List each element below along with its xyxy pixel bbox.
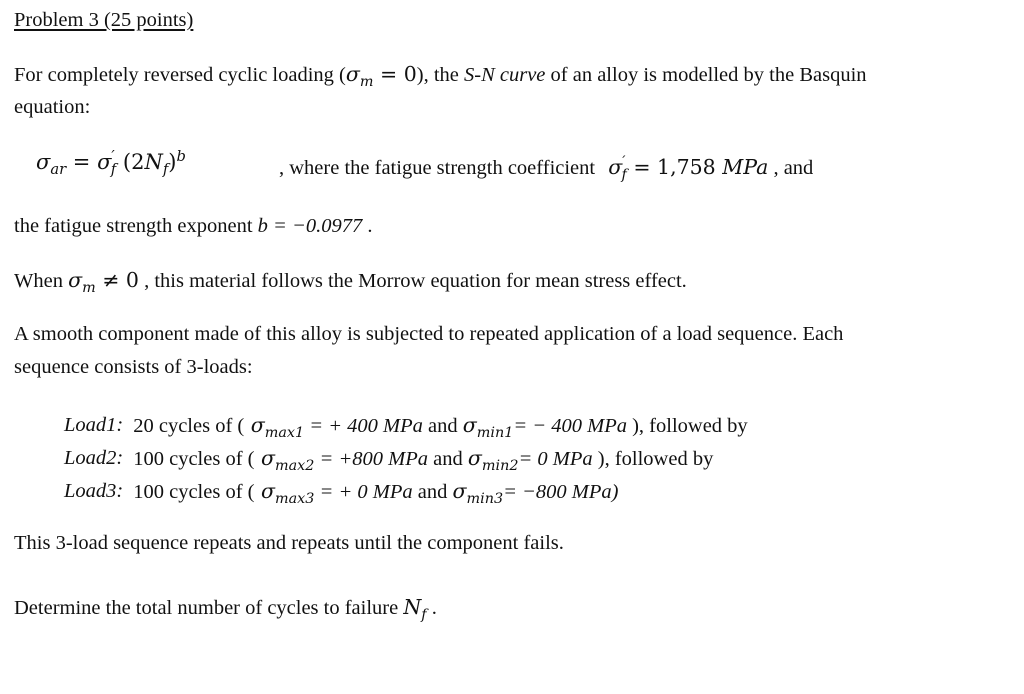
- basquin-equation: [36, 148, 186, 179]
- load-spec: 20 cycles of ( $\sigma_{max1}$ = + 400 MPa and $\sigma_{min1}= - 400$ MPa ), followed by: [133, 413, 748, 442]
- intro-text-a: For completely reversed cyclic loading (: [14, 64, 346, 86]
- n-f: $N_f$: [144, 150, 169, 179]
- sigma-ar: $\sigma_{ar}$: [36, 150, 67, 179]
- question-period: .: [426, 597, 437, 619]
- component-line-1: A smooth component made of this alloy is subjected to repeated application of a load sequence. Each: [14, 323, 844, 345]
- intro-text-b: ), the: [416, 64, 464, 86]
- intro-line-2: equation:: [14, 96, 91, 118]
- question-nf: $N_f$: [403, 595, 427, 624]
- zero-condition: = 0: [373, 62, 417, 86]
- exponent-b: b: [176, 148, 186, 165]
- coef-value: = 1,758: [626, 155, 723, 179]
- exponent-period: .: [362, 215, 373, 237]
- coefficient-text: [279, 154, 814, 184]
- sigma-m-symbol: $\sigma_m$: [345, 62, 374, 91]
- question-line: [14, 595, 437, 624]
- component-line-2: sequence consists of 3-loads:: [14, 356, 253, 378]
- sigma-f-prime: $\sigma'_f$: [97, 148, 117, 179]
- paren-open: (2: [116, 150, 145, 174]
- morrow-sigma-m: $\sigma_m$: [68, 268, 96, 297]
- paren-close: ): [168, 150, 177, 174]
- and-text: , and: [768, 157, 814, 179]
- exponent-symbol: b: [257, 215, 268, 237]
- load-label: Load3:: [64, 480, 124, 502]
- exponent-value: = −0.0977: [267, 215, 363, 237]
- coef-sigma-f-prime: $\sigma'_f$: [608, 154, 627, 184]
- coef-unit: MPa: [722, 155, 769, 179]
- intro-text-c: of an alloy is modelled by the Basquin: [545, 64, 867, 86]
- load-row: [64, 442, 748, 475]
- load-sequence-table: [64, 409, 748, 508]
- morrow-when: When: [14, 270, 69, 292]
- repeat-statement: This 3-load sequence repeats and repeats until the component fails.: [14, 532, 564, 554]
- load-label: Load1:: [64, 414, 124, 436]
- problem-title: Problem 3 (25 points): [14, 9, 194, 31]
- morrow-rest: , this material follows the Morrow equation for mean stress effect.: [138, 270, 687, 292]
- equation-equals: =: [66, 150, 98, 174]
- load-row: [64, 475, 748, 508]
- load-row: [64, 409, 748, 442]
- morrow-neq-zero: ≠ 0: [95, 268, 139, 292]
- intro-line-1: [14, 62, 867, 91]
- sn-curve-term: S-N curve: [464, 64, 546, 86]
- load-spec: 100 cycles of ( $\sigma_{max2} = +800$ MPa and $\sigma_{min2}= 0$ MPa ), followed by: [133, 446, 714, 475]
- morrow-line: [14, 268, 687, 297]
- exponent-text: the fatigue strength exponent: [14, 215, 258, 237]
- load-spec: 100 cycles of ( $\sigma_{max3}$ = + 0 MPa and $\sigma_{min3}= -800$ MPa): [133, 479, 619, 508]
- load-label: Load2:: [64, 447, 124, 469]
- question-text: Determine the total number of cycles to failure: [14, 597, 404, 619]
- exponent-line: [14, 216, 372, 237]
- where-text: , where the fatigue strength coefficient: [279, 157, 596, 179]
